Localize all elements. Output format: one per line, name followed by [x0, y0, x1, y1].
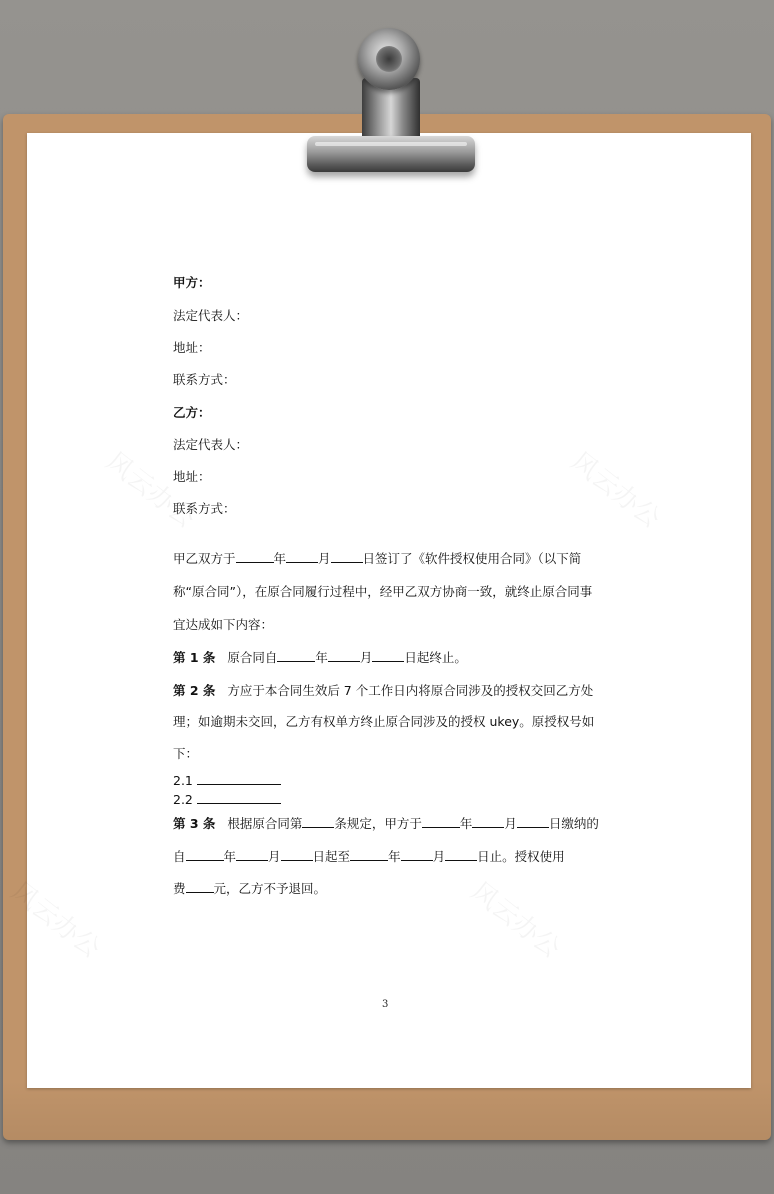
article-3-line-1 — [173, 814, 599, 832]
article-1-text: 原合同自 — [227, 650, 278, 665]
party-b-contact: 联系方式： — [173, 501, 236, 516]
article-1-end: 日起终止。 — [404, 650, 467, 665]
intro-line-2: 称“原合同”），在原合同履行过程中，经甲乙双方协商一致，就终止原合同事 — [173, 584, 593, 599]
party-b-rep: 法定代表人： — [173, 437, 249, 452]
intro-line-3: 宜达成如下内容： — [173, 617, 274, 632]
party-a-heading: 甲方： — [173, 275, 211, 290]
auth-item-number: 2.2 — [173, 792, 193, 807]
article-3-label: 第 3 条 — [173, 816, 216, 831]
article-3-until: 日止。授权使用 — [477, 849, 565, 864]
intro-month: 月 — [318, 551, 331, 566]
intro-text: 甲乙双方于 — [173, 551, 236, 566]
party-b-heading: 乙方： — [173, 405, 211, 420]
article-3-start: 日起至 — [312, 849, 351, 864]
article-3-from: 自 — [173, 849, 186, 864]
article-3-month-2: 月 — [268, 849, 281, 864]
document-page — [27, 133, 751, 1088]
intro-text-end: 日签订了《软件授权使用合同》（以下简 — [362, 551, 582, 566]
article-2-label: 第 2 条 — [173, 683, 216, 698]
intro-line-1 — [173, 549, 581, 567]
article-3-fee-end: 元，乙方不予退回。 — [213, 881, 327, 896]
article-3-line-2 — [173, 847, 565, 865]
party-a-rep: 法定代表人： — [173, 308, 249, 323]
article-3-year-3: 年 — [388, 849, 401, 864]
article-3-year: 年 — [459, 816, 473, 831]
auth-item-1 — [173, 772, 281, 788]
party-a-address: 地址： — [173, 340, 211, 355]
article-3-end: 日缴纳的 — [548, 816, 599, 831]
article-3-text: 根据原合同第 — [227, 816, 303, 831]
article-1-label: 第 1 条 — [173, 650, 216, 665]
article-1 — [173, 648, 467, 666]
auth-item-2 — [173, 791, 281, 807]
article-1-month: 月 — [359, 650, 373, 665]
article-3-line-3 — [173, 879, 326, 897]
article-2-line-1 — [173, 681, 593, 699]
binder-clip — [307, 136, 475, 172]
party-b-address: 地址： — [173, 469, 211, 484]
article-2-text: 方应于本合同生效后 7 个工作日内将原合同涉及的授权交回乙方处 — [227, 683, 594, 698]
article-1-year: 年 — [315, 650, 328, 665]
auth-item-number: 2.1 — [173, 773, 193, 788]
intro-year: 年 — [273, 551, 287, 566]
article-3-fee: 费 — [173, 881, 186, 896]
article-2-line-3: 下： — [173, 746, 199, 761]
article-3-month-3: 月 — [432, 849, 446, 864]
page-number: 3 — [382, 999, 389, 1010]
clip-rivet — [358, 28, 420, 90]
party-a-contact: 联系方式： — [173, 372, 236, 387]
article-3-month: 月 — [504, 816, 517, 831]
article-3-text-b: 条规定，甲方于 — [334, 816, 422, 831]
article-3-year-2: 年 — [223, 849, 237, 864]
article-2-line-2: 理；如逾期未交回，乙方有权单方终止原合同涉及的授权 ukey。原授权号如 — [173, 714, 595, 729]
